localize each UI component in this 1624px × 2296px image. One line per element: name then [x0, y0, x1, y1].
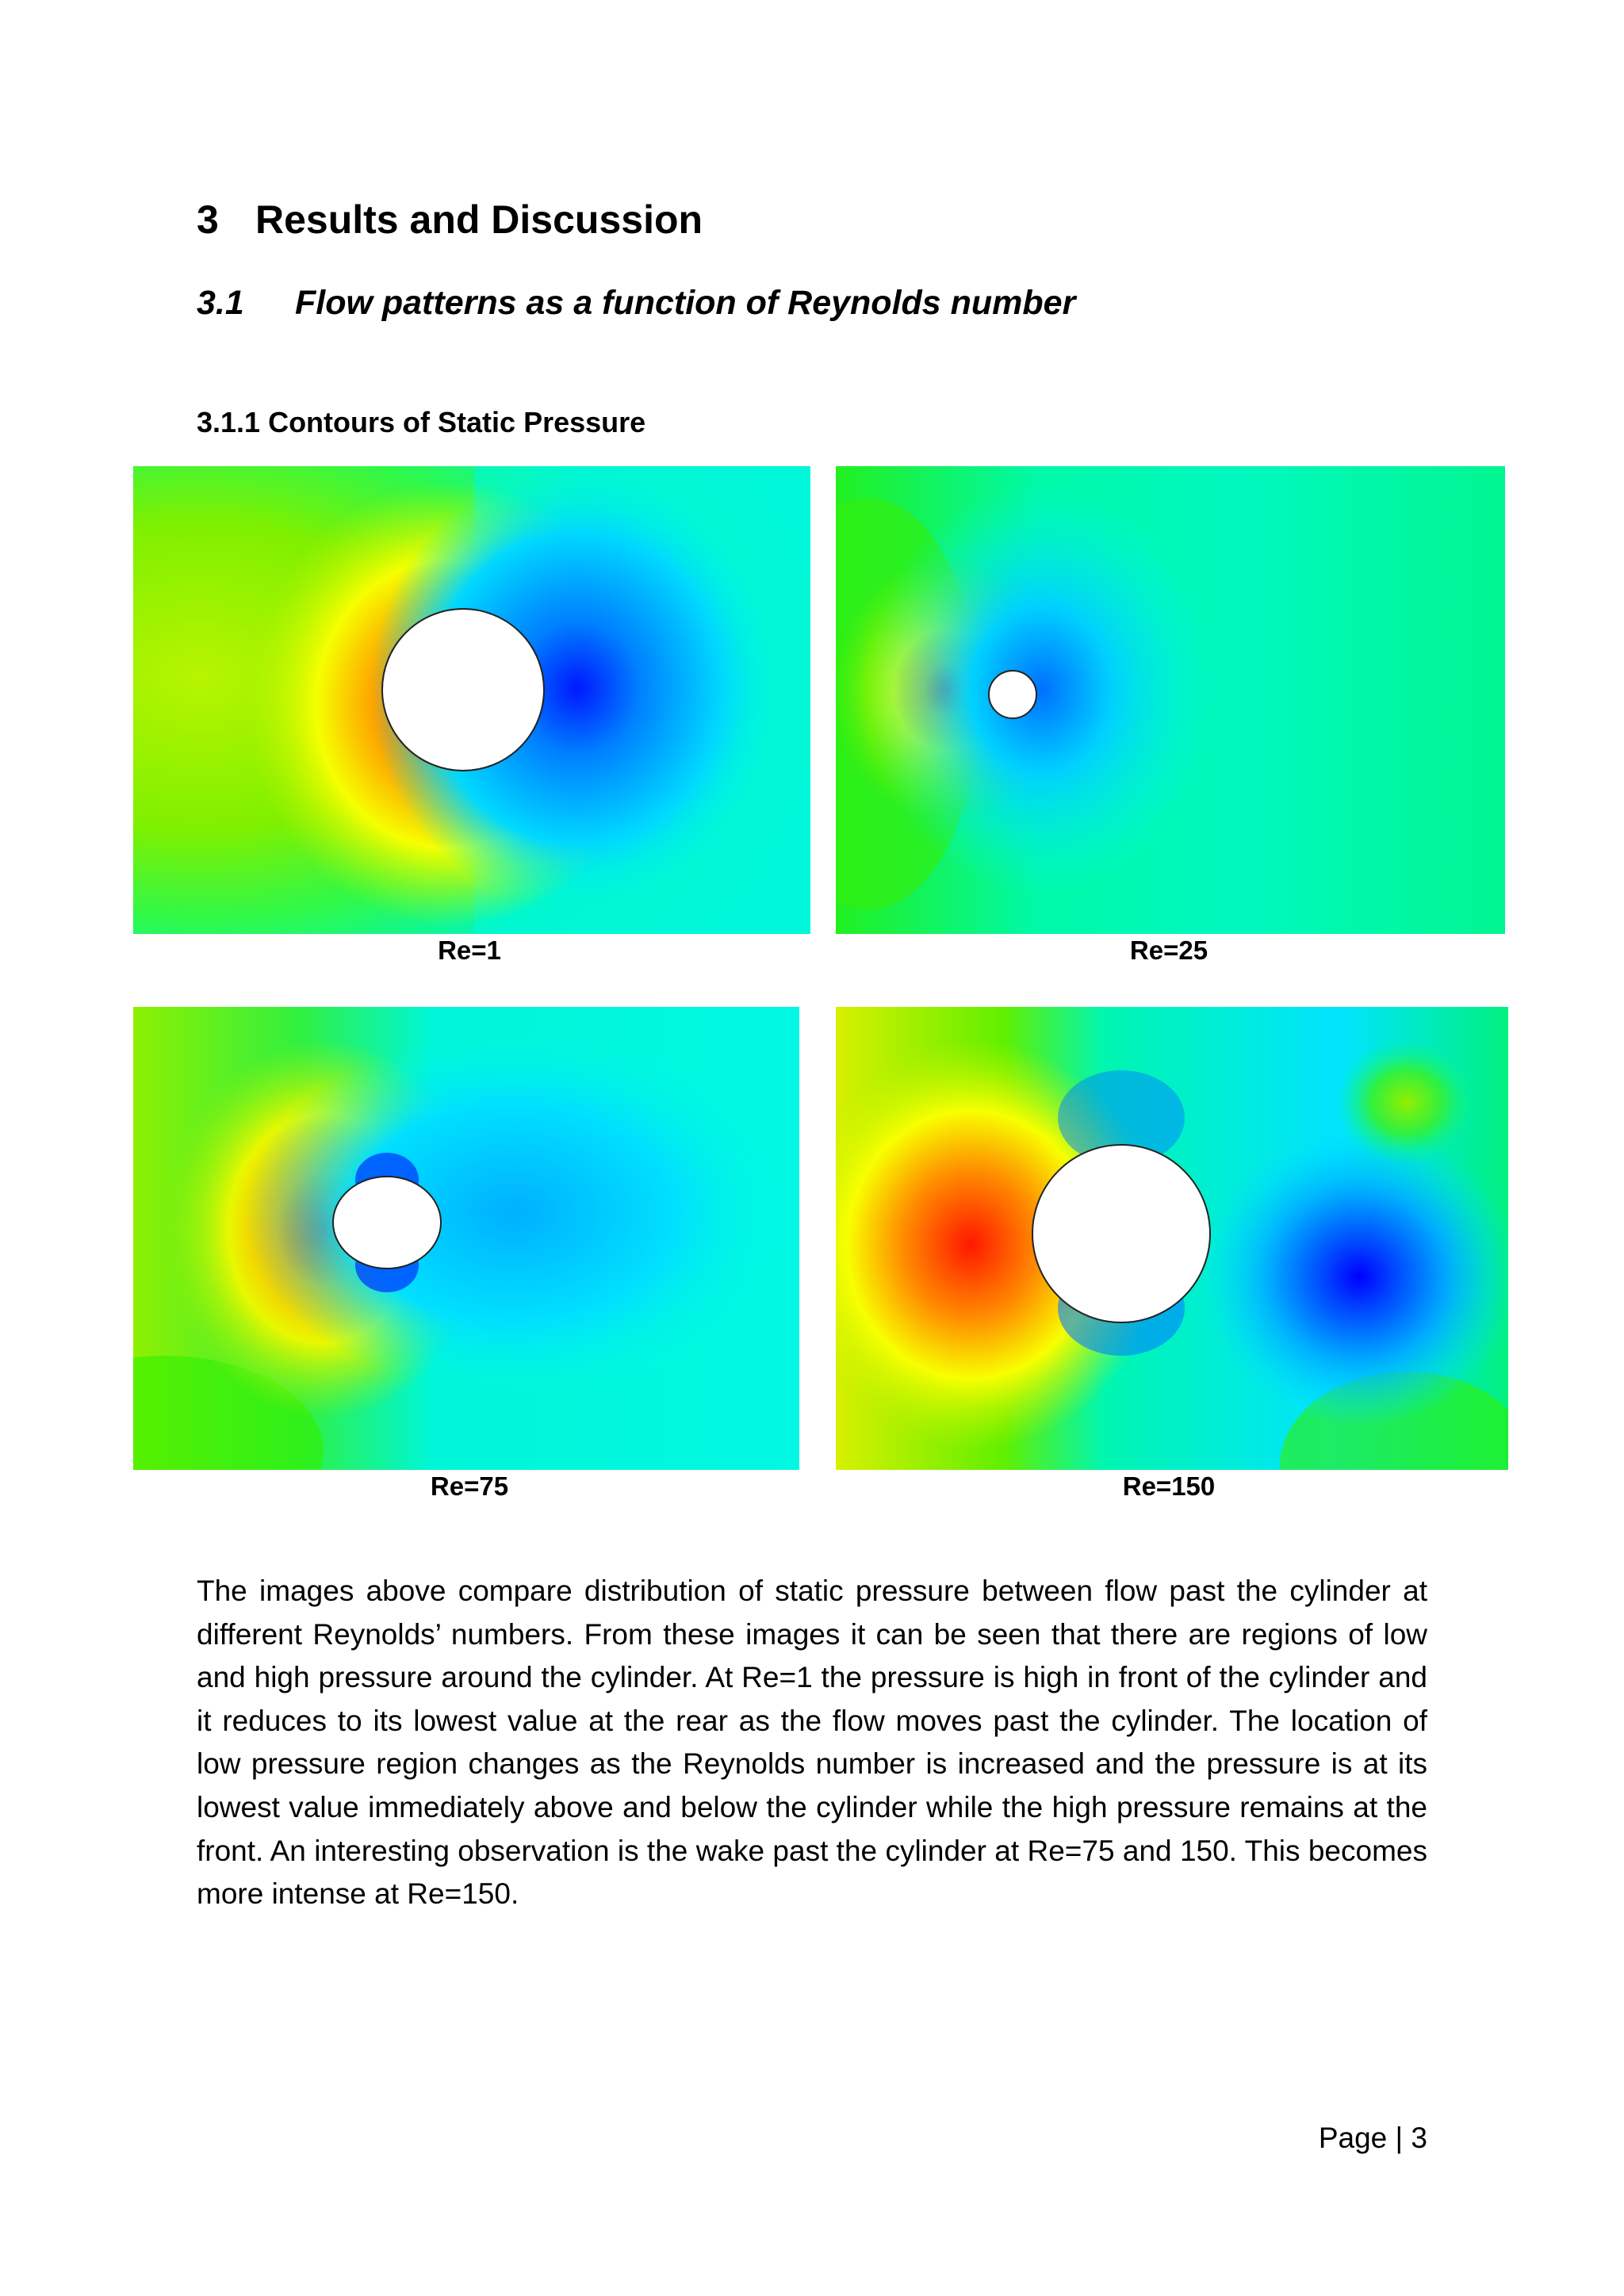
section-number: 3: [197, 197, 219, 242]
subsection-heading: [197, 284, 1075, 323]
subsubsection-heading: 3.1.1 Contours of Static Pressure: [197, 406, 646, 438]
figure-caption: Re=25: [1129, 936, 1208, 965]
subsection-number: 3.1: [197, 284, 244, 322]
figure-caption: Re=150: [1122, 1471, 1216, 1501]
contour-plot-re150: [836, 1007, 1508, 1470]
figure-caption: Re=1: [438, 936, 501, 965]
contour-plot-re1: [133, 466, 810, 934]
body-paragraph: The images above compare distribution of static pressure between flow past the cylinder at different Reynolds’ numbers. From these images it can be seen that there are regions of low and high pressure around the cylinder. At Re=1 the pressure is high in front of the cylinder and it reduces to its lowest value at the rear as the flow moves past the cylinder. The location of low pressure region changes as the Reynolds number is increased and the pressure is at its lowest value immediately above and below the cylinder while the high pressure remains at the front. An interesting observation is the wake past the cylinder at Re=75 and 150. This becomes more intense at Re=150.: [197, 1575, 1427, 1911]
section-title: Results and Discussion: [255, 197, 703, 242]
contour-plot-re25: [836, 466, 1505, 934]
subsection-title: Flow patterns as a function of Reynolds number: [295, 284, 1076, 322]
page-number: Page | 3: [1318, 2122, 1427, 2154]
figure-caption: Re=75: [430, 1471, 509, 1501]
section-heading: [197, 197, 703, 243]
contour-plot-re75: [133, 1007, 799, 1470]
